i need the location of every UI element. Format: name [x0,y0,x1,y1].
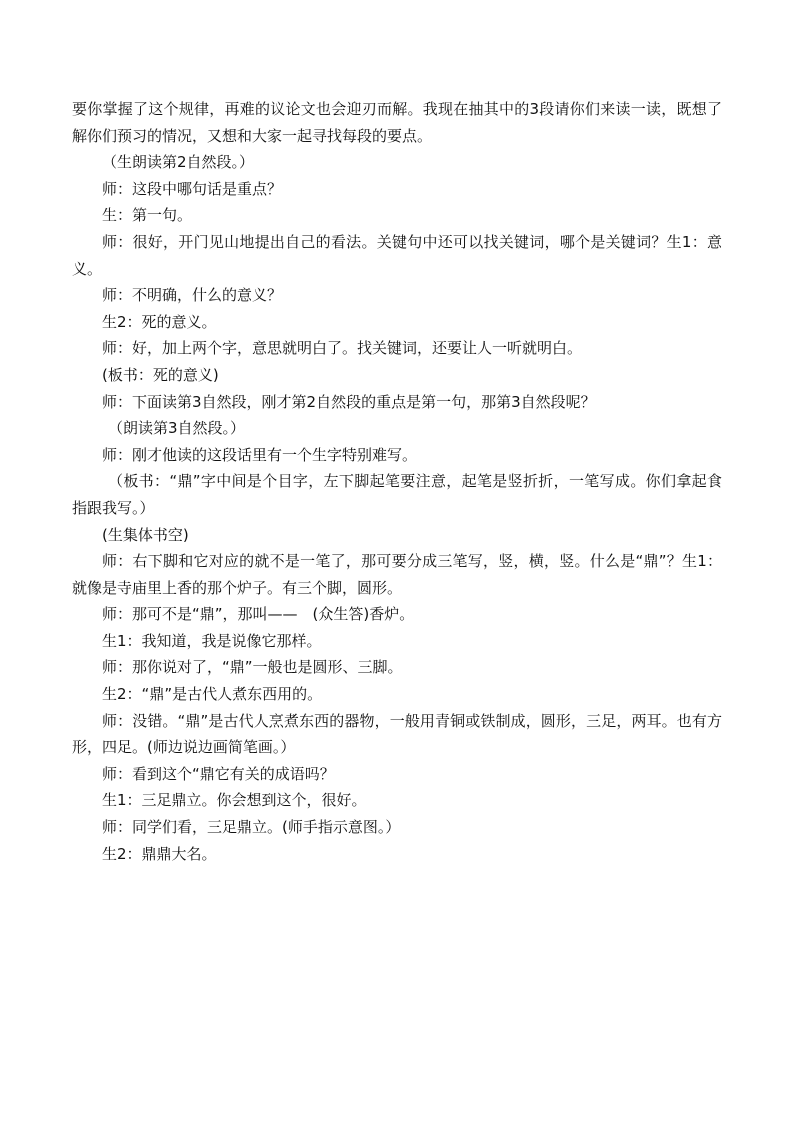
paragraph: 生2：死的意义。 [102,312,217,331]
paragraph: （板书：“鼎”字中间是个目字，左下脚起笔要注意，起笔是竖折折，一笔写成。你们拿起食指跟我写。） [72,472,722,517]
paragraph: 生2：“鼎”是古代人煮东西用的。 [102,685,323,704]
paragraph: 师：右下脚和它对应的就不是一笔了，那可要分成三笔写，竖，横，竖。什么是“鼎”？生1：就像是寺庙里上香的那个炉子。有三个脚，圆形。 [72,552,722,597]
paragraph: 师：下面读第3自然段，刚才第2自然段的重点是第一句，那第3自然段呢？ [102,392,596,411]
paragraph: （生朗读第2自然段。） [102,153,255,172]
paragraph: 师：同学们看，三足鼎立。(师手指示意图。） [102,818,401,837]
paragraph: 要你掌握了这个规律，再难的议论文也会迎刃而解。我现在抽其中的3段请你们来读一读，既想了解你们预习的情况，又想和大家一起寻找每段的要点。 [72,100,722,145]
paragraph: (板书：死的意义) [102,365,219,384]
paragraph: 师：这段中哪句话是重点？ [102,179,283,198]
paragraph: 师：看到这个“鼎它有关的成语吗？ [102,764,335,783]
paragraph: 师：好，加上两个字，意思就明白了。找关键词，还要让人一听就明白。 [102,339,583,358]
paragraph: 生1：我知道，我是说像它那样。 [102,631,322,650]
paragraph: 生1：三足鼎立。你会想到这个，很好。 [102,791,367,810]
paragraph: 师：那你说对了，“鼎”一般也是圆形、三脚。 [102,658,403,677]
paragraph: 师：那可不是“鼎”，那叫—— (众生答)香炉。 [102,605,415,624]
paragraph: 师：没错。“鼎”是古代人烹煮东西的器物，一般用青铜或铁制成，圆形，三足，两耳。也有方形，四足。(师边说边画简笔画。） [72,711,722,757]
paragraph: 师：刚才他读的这段话里有一个生字特别难写。 [102,445,418,464]
paragraph: 生：第一句。 [102,206,193,225]
paragraph: (生集体书空) [102,525,189,544]
paragraph: （朗读第3自然段。） [108,419,246,438]
document-body [72,96,722,867]
paragraph: 师：很好，开门见山地提出自己的看法。关键句中还可以找关键词，哪个是关键词？生1：意义。 [72,232,722,278]
paragraph: 师：不明确，什么的意义？ [102,286,283,305]
paragraph: 生2：鼎鼎大名。 [102,844,217,863]
